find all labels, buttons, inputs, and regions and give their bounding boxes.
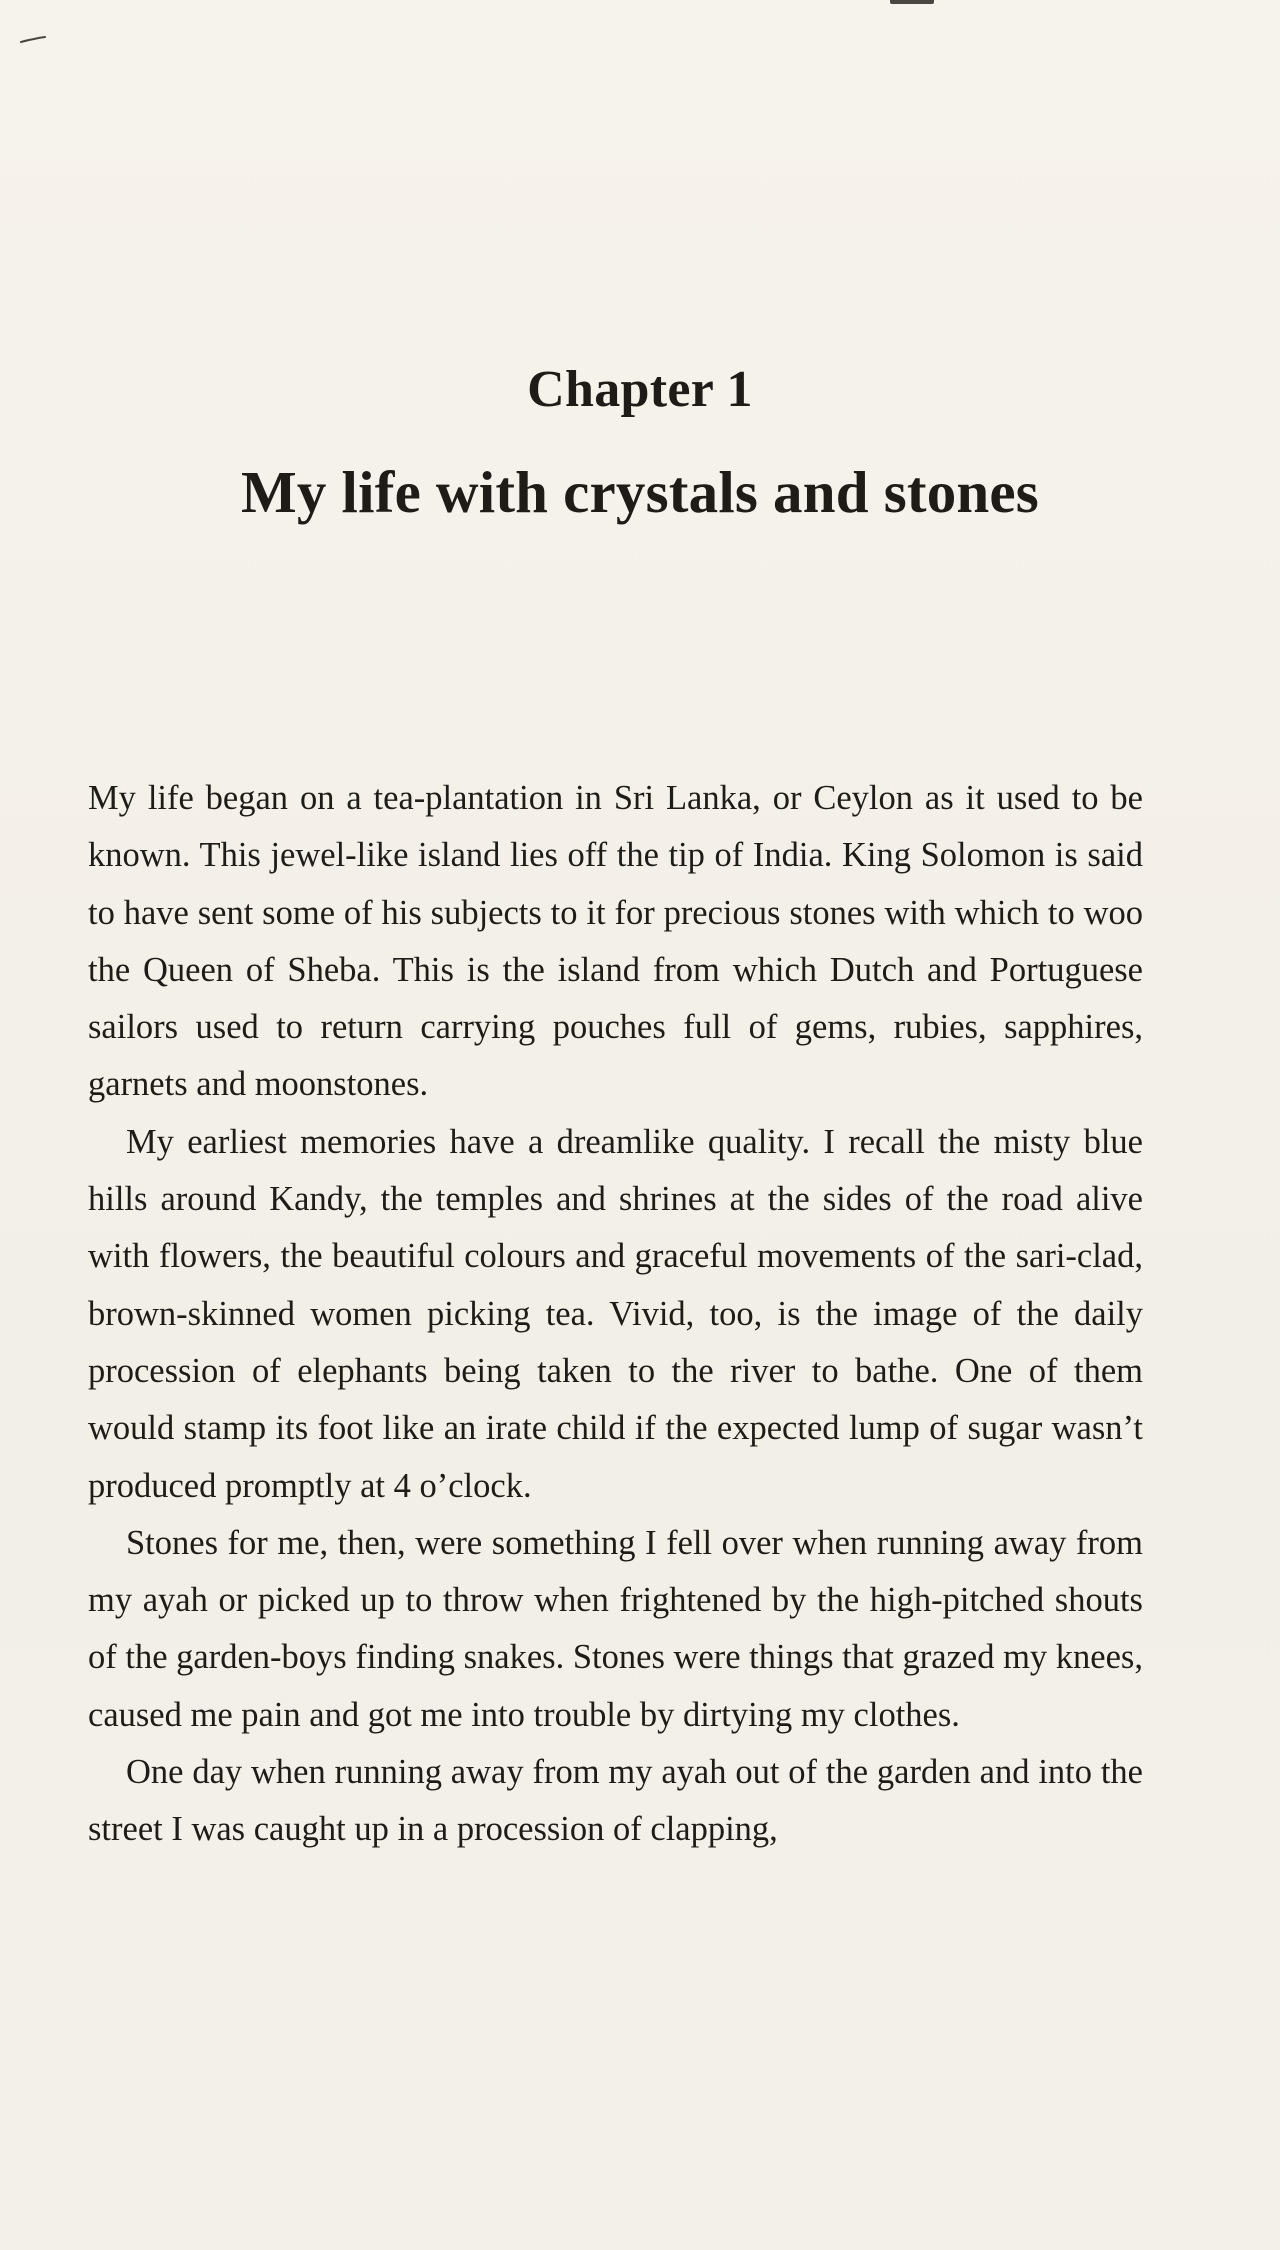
chapter-title: My life with crystals and stones <box>241 459 1039 525</box>
ink-speck <box>20 36 46 44</box>
paragraph-2: My earliest memories have a dreamlike quality. I recall the misty blue hills around Kandy, the temples and shrines at the sides of the road alive with flowers, the beautiful colours and graceful movements of the sari-clad, brown-skinned women picking tea. Vivid, too, is the image of the daily procession of elephants being taken to the river to bathe. One of them would stamp its foot like an irate child if the expected lump of sugar wasn’t produced promptly at 4 o’clock. <box>88 1122 1143 1505</box>
paragraph-4: One day when running away from my ayah out of the garden and into the street I was caught up in a procession of clapping, <box>88 1753 1143 1849</box>
page-edge-mark <box>890 0 934 4</box>
chapter-body <box>88 770 1143 1859</box>
paragraph-1: My life began on a tea-plantation in Sri Lanka, or Ceylon as it used to be known. This jewel-like island lies off the tip of India. King Solomon is said to have sent some of his subjects to it for precious stones with which to woo the Queen of Sheba. This is the island from which Dutch and Portuguese sailors used to return carrying pouches full of gems, rubies, sapphires, garnets and moonstones. <box>88 779 1143 1104</box>
chapter-number: Chapter 1 <box>527 361 753 418</box>
paragraph-3: Stones for me, then, were something I fell over when running away from my ayah or picked up to throw when frightened by the high-pitched shouts of the garden-boys finding snakes. Stones were things that grazed my knees, caused me pain and got me into trouble by dirtying my clothes. <box>88 1523 1143 1734</box>
